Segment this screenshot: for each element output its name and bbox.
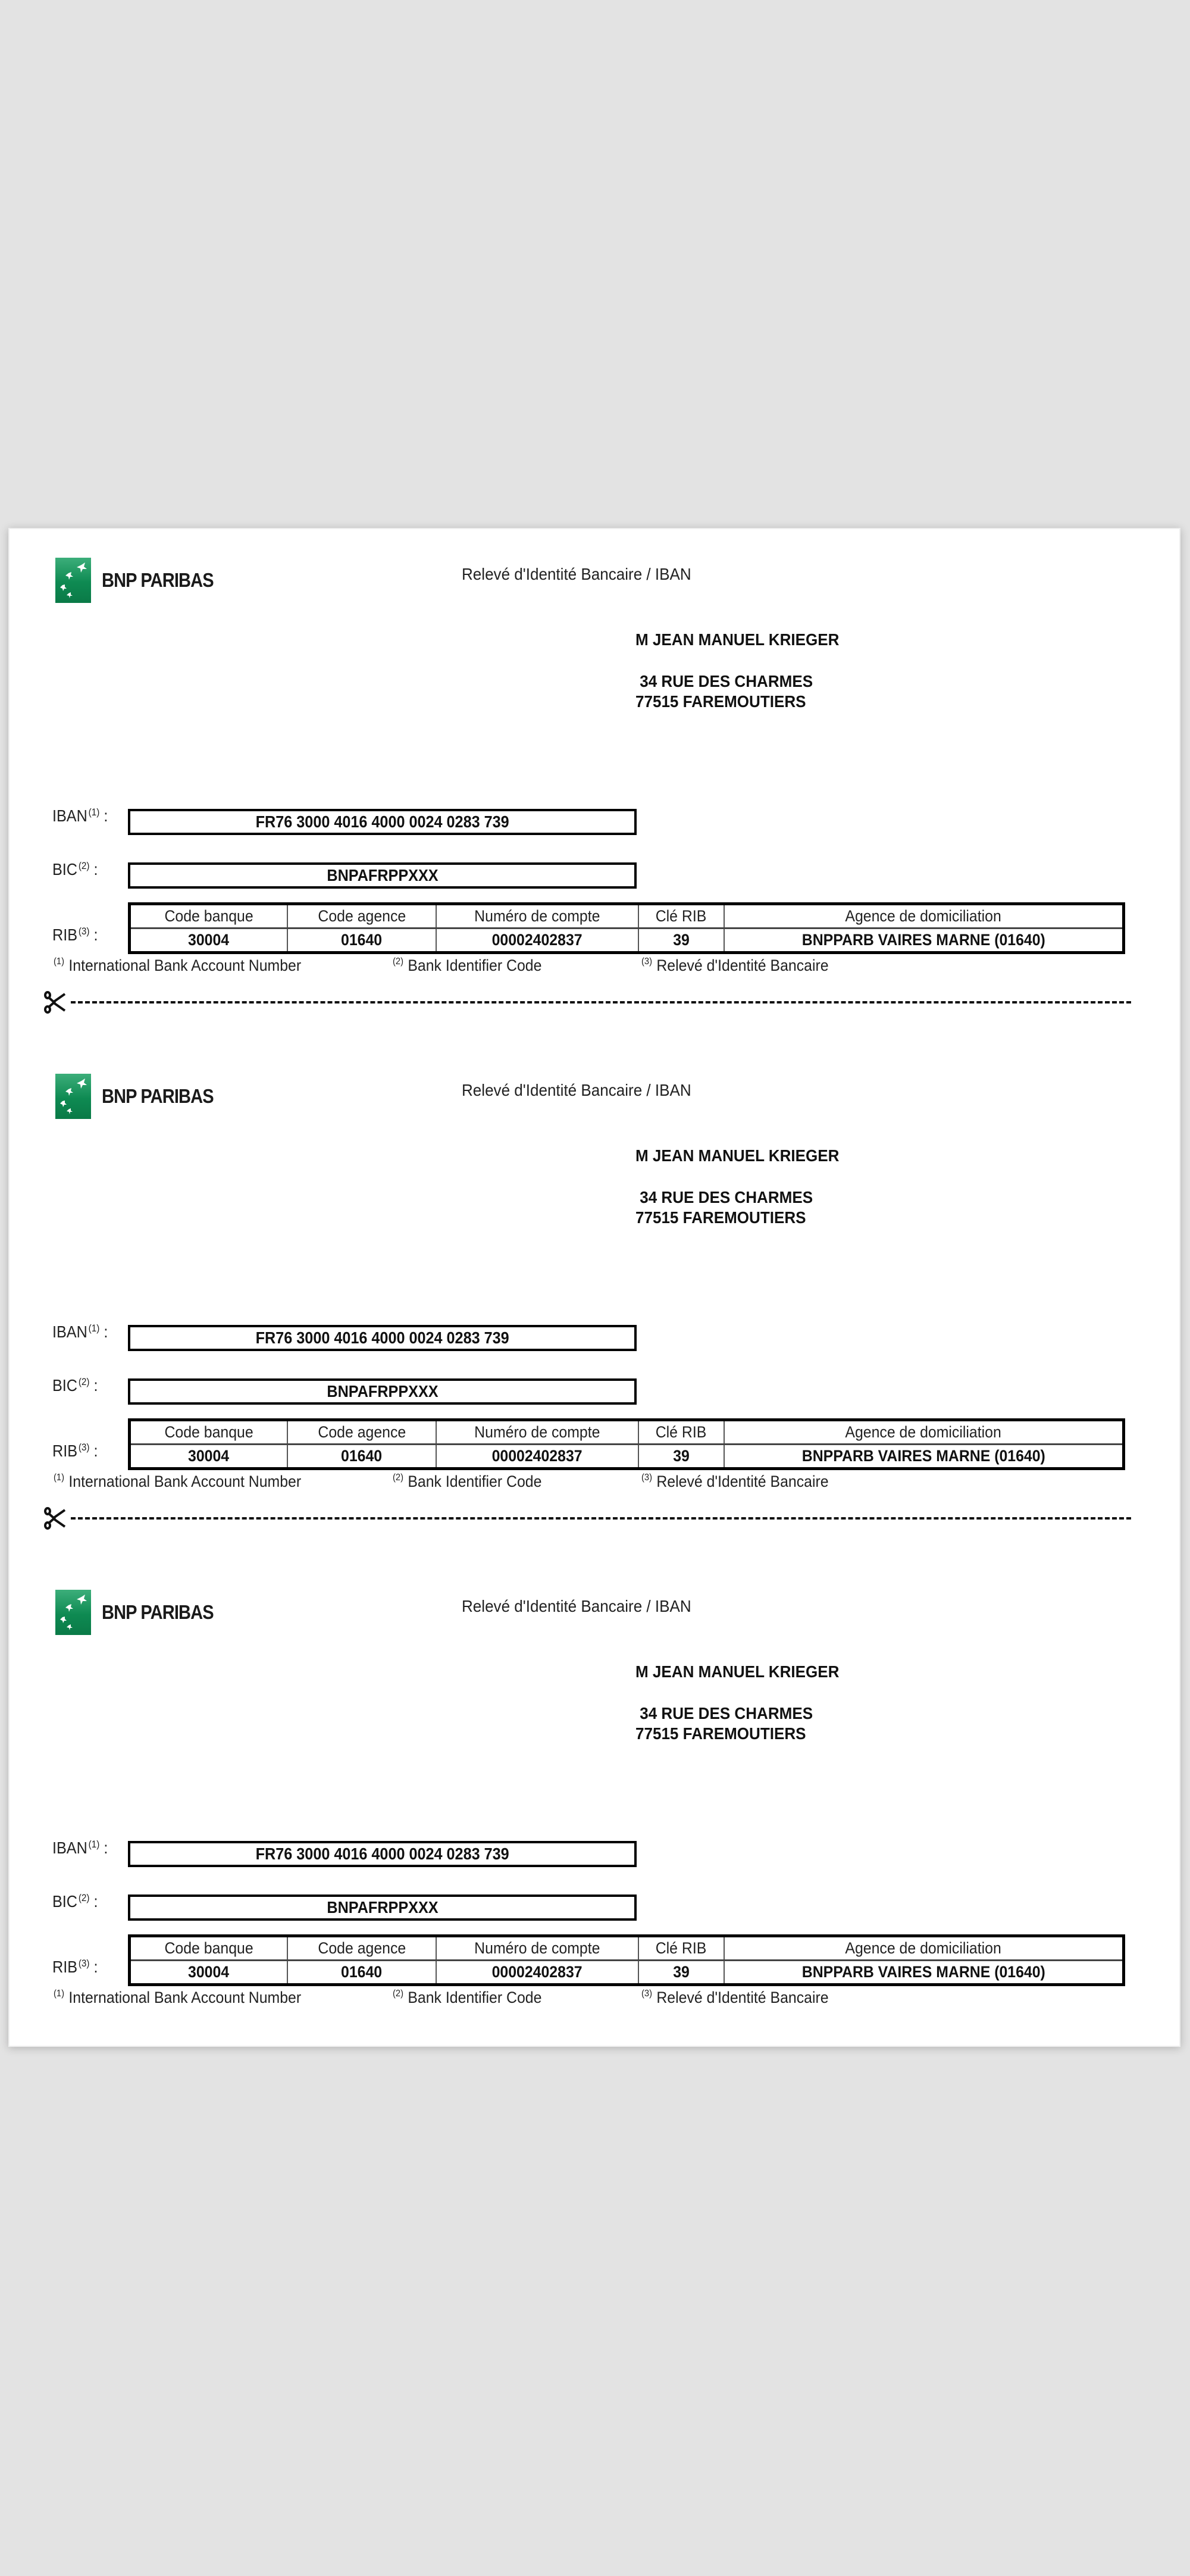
rib-copy-1 — [10, 529, 1179, 999]
bnp-stars-logo-icon — [55, 1074, 91, 1119]
numero-compte-value: 00002402837 — [436, 929, 638, 953]
footnote-1: $^{(1)}$ International Bank Account Number — [54, 1473, 302, 1490]
holder-address-line1: 34 RUE DES CHARMES — [635, 1188, 813, 1206]
header-numero-compte: Numéro de compte — [436, 1420, 638, 1445]
colon: : — [93, 1958, 98, 1976]
bic-field[interactable] — [128, 1895, 637, 1921]
footnote-3: $^{(3)}$ Relevé d'Identité Bancaire — [641, 1989, 829, 2006]
numero-compte-value: 00002402837 — [436, 1445, 638, 1469]
code-agence-value: 01640 — [287, 1961, 436, 1985]
bank-name: BNP PARIBAS — [102, 1601, 214, 1623]
header-code-agence: Code agence — [287, 1420, 436, 1445]
bank-name: BNP PARIBAS — [102, 569, 214, 591]
document-title: Relevé d'Identité Bancaire / IBAN — [462, 1597, 691, 1615]
header-agence-domiciliation: Agence de domiciliation — [724, 904, 1124, 929]
header-cle-rib: Clé RIB — [638, 904, 724, 929]
bic-note: (2) — [78, 1892, 90, 1903]
header-numero-compte: Numéro de compte — [436, 1936, 638, 1961]
holder-address-line1: 34 RUE DES CHARMES — [635, 1704, 813, 1722]
code-agence-value: 01640 — [287, 1445, 436, 1469]
bic-label-text: BIC — [52, 1376, 78, 1395]
rib-table — [128, 1418, 1125, 1470]
iban-note: (1) — [88, 1839, 100, 1850]
rib-table-values-row — [130, 929, 1124, 953]
code-agence-value: 01640 — [287, 929, 436, 953]
header-agence-domiciliation: Agence de domiciliation — [724, 1420, 1124, 1445]
iban-label-text: IBAN — [52, 806, 87, 825]
header-code-banque: Code banque — [130, 904, 288, 929]
iban-label-text: IBAN — [52, 1323, 87, 1341]
footnote-1: $^{(1)}$ International Bank Account Number — [54, 956, 302, 974]
footnote-1: $^{(1)}$ International Bank Account Number — [54, 1989, 302, 2006]
dashed-separator — [71, 1001, 1131, 1003]
holder-address-line2: 77515 FAREMOUTIERS — [635, 1724, 806, 1743]
header-code-banque: Code banque — [130, 1936, 288, 1961]
bank-logo — [55, 558, 228, 603]
iban-label-text: IBAN — [52, 1839, 87, 1857]
code-banque-value: 30004 — [130, 1961, 288, 1985]
header-code-agence: Code agence — [287, 904, 436, 929]
dashed-separator — [71, 1517, 1131, 1520]
iban-field[interactable] — [128, 809, 637, 835]
header-cle-rib: Clé RIB — [638, 1936, 724, 1961]
rib-table-header-row — [130, 904, 1124, 929]
holder-name: M JEAN MANUEL KRIEGER — [635, 1146, 840, 1165]
cle-rib-value: 39 — [638, 929, 724, 953]
bic-label — [52, 1892, 98, 1911]
rib-copy-3 — [10, 1561, 1179, 2031]
bic-value: BNPAFRPPXXX — [326, 1382, 439, 1400]
header-code-agence: Code agence — [287, 1936, 436, 1961]
bic-field[interactable] — [128, 1378, 637, 1405]
bic-field[interactable] — [128, 862, 637, 889]
holder-name: M JEAN MANUEL KRIEGER — [635, 1662, 840, 1681]
colon: : — [104, 1323, 108, 1341]
header-cle-rib: Clé RIB — [638, 1420, 724, 1445]
header-numero-compte: Numéro de compte — [436, 904, 638, 929]
holder-name: M JEAN MANUEL KRIEGER — [635, 630, 840, 649]
iban-field[interactable] — [128, 1325, 637, 1351]
rib-copy-2 — [10, 1045, 1179, 1515]
bnp-stars-logo-icon — [55, 558, 91, 603]
colon: : — [104, 1839, 108, 1857]
bank-logo — [55, 1074, 228, 1119]
document-title: Relevé d'Identité Bancaire / IBAN — [462, 1081, 691, 1099]
colon: : — [93, 860, 98, 879]
cut-line — [42, 990, 1131, 1014]
rib-label-text: RIB — [52, 926, 78, 944]
rib-table-values-row — [130, 1445, 1124, 1469]
rib-document-page — [8, 528, 1180, 2047]
footnote-2: $^{(2)}$ Bank Identifier Code — [393, 1473, 542, 1490]
iban-label — [52, 1323, 108, 1342]
rib-label-text: RIB — [52, 1958, 78, 1976]
iban-label — [52, 806, 108, 826]
code-banque-value: 30004 — [130, 1445, 288, 1469]
colon: : — [93, 1376, 98, 1395]
colon: : — [93, 1892, 98, 1911]
bic-value: BNPAFRPPXXX — [326, 866, 439, 884]
rib-label-text: RIB — [52, 1442, 78, 1460]
rib-table-values-row — [130, 1961, 1124, 1985]
bank-name: BNP PARIBAS — [102, 1085, 214, 1107]
colon: : — [93, 926, 98, 944]
header-code-banque: Code banque — [130, 1420, 288, 1445]
bic-note: (2) — [78, 860, 90, 871]
rib-table-header-row — [130, 1420, 1124, 1445]
bic-label-text: BIC — [52, 860, 78, 879]
rib-label — [52, 1442, 98, 1461]
bic-label-text: BIC — [52, 1892, 78, 1911]
iban-value: FR76 3000 4016 4000 0024 0283 739 — [255, 1328, 509, 1347]
rib-table — [128, 902, 1125, 954]
holder-address-line2: 77515 FAREMOUTIERS — [635, 692, 806, 711]
bic-value: BNPAFRPPXXX — [326, 1898, 439, 1917]
rib-table-header-row — [130, 1936, 1124, 1961]
scissors-icon — [42, 990, 68, 1014]
bank-logo — [55, 1590, 228, 1635]
rib-note: (3) — [78, 926, 90, 937]
colon: : — [93, 1442, 98, 1460]
footnote-3: $^{(3)}$ Relevé d'Identité Bancaire — [641, 956, 829, 974]
rib-label — [52, 1958, 98, 1977]
cut-line — [42, 1506, 1131, 1530]
agence-domiciliation-value: BNPPARB VAIRES MARNE (01640) — [724, 929, 1124, 953]
iban-value: FR76 3000 4016 4000 0024 0283 739 — [255, 1845, 509, 1863]
iban-value: FR76 3000 4016 4000 0024 0283 739 — [255, 812, 509, 831]
agence-domiciliation-value: BNPPARB VAIRES MARNE (01640) — [724, 1961, 1124, 1985]
rib-note: (3) — [78, 1958, 90, 1969]
cle-rib-value: 39 — [638, 1961, 724, 1985]
iban-field[interactable] — [128, 1841, 637, 1867]
bnp-stars-logo-icon — [55, 1590, 91, 1635]
iban-note: (1) — [88, 806, 100, 818]
rib-label — [52, 926, 98, 945]
rib-table — [128, 1934, 1125, 1986]
code-banque-value: 30004 — [130, 929, 288, 953]
bic-label — [52, 1376, 98, 1395]
footnote-3: $^{(3)}$ Relevé d'Identité Bancaire — [641, 1473, 829, 1490]
scissors-icon — [42, 1506, 68, 1530]
footnote-2: $^{(2)}$ Bank Identifier Code — [393, 1989, 542, 2006]
cle-rib-value: 39 — [638, 1445, 724, 1469]
footnote-2: $^{(2)}$ Bank Identifier Code — [393, 956, 542, 974]
agence-domiciliation-value: BNPPARB VAIRES MARNE (01640) — [724, 1445, 1124, 1469]
iban-label — [52, 1839, 108, 1858]
rib-note: (3) — [78, 1442, 90, 1453]
holder-address-line1: 34 RUE DES CHARMES — [635, 672, 813, 690]
numero-compte-value: 00002402837 — [436, 1961, 638, 1985]
document-title: Relevé d'Identité Bancaire / IBAN — [462, 565, 691, 583]
colon: : — [104, 806, 108, 825]
bic-label — [52, 860, 98, 879]
header-agence-domiciliation: Agence de domiciliation — [724, 1936, 1124, 1961]
holder-address-line2: 77515 FAREMOUTIERS — [635, 1208, 806, 1227]
iban-note: (1) — [88, 1323, 100, 1334]
bic-note: (2) — [78, 1376, 90, 1387]
